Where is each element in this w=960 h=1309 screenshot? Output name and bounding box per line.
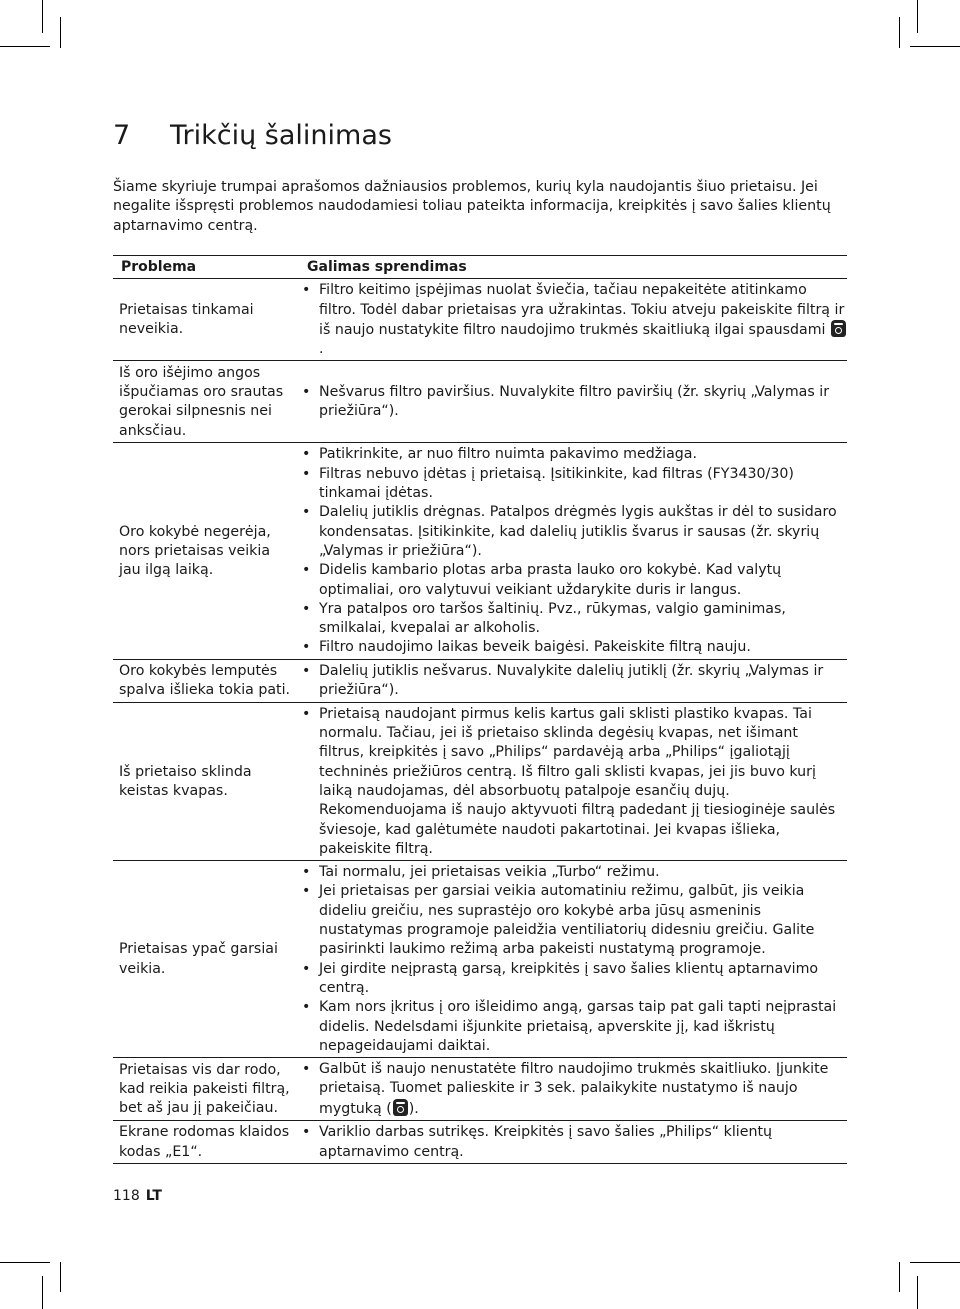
solution-cell [299,659,847,702]
chapter-title-text: Trikčių šalinimas [170,120,392,151]
solution-item: • Galbūt iš naujo nenustatėte filtro naudojimo trukmės skaitliuko. Įjunkite prietaisą. Tuomet palieskite ir 3 sek. palaikykite nustatymo iš naujo mygtuką ( ). [299,1060,847,1119]
reset-button-icon [831,320,846,337]
crop-mark [60,17,61,48]
solution-item: • Didelis kambario plotas arba prasta lauko oro kokybė. Kad valytų optimaliai, oro valytuvui veikiant uždarykite duris ir langus. [299,561,847,600]
crop-mark [917,0,918,33]
page-footer [113,1188,162,1204]
solution-item: • Dalelių jutiklis drėgnas. Patalpos drėgmės lygis aukštas ir dėl to susidaro kondensatas. Įsitikinkite, kad dalelių jutiklis švarus ir sausas (žr. skyrių „Valymas ir priežiūra“). [299,503,847,561]
table-row [113,279,847,361]
problem-cell: Prietaisas vis dar rodo, kad reikia pakeisti filtrą, bet aš jau jį pakeičiau. [113,1058,299,1121]
crop-mark [42,0,43,33]
solution-item: • Nešvarus filtro paviršius. Nuvalykite filtro paviršių (žr. skyrių „Valymas ir priežiūra“). [299,383,847,422]
solution-cell [299,361,847,443]
solution-item: • Tai normalu, jei prietaisas veikia „Turbo“ režimu. [299,863,847,882]
solution-item: • Variklio darbas sutrikęs. Kreipkitės į savo šalies „Philips“ klientų aptarnavimo centrą. [299,1123,847,1162]
problem-cell: Prietaisas ypač garsiai veikia. [113,861,299,1058]
crop-mark [0,46,50,47]
table-header-row [113,256,847,279]
table-row [113,443,847,659]
chapter-title [113,118,392,154]
table-row [113,861,847,1058]
solution-cell [299,443,847,659]
crop-mark [917,1276,918,1309]
header-solution: Galimas sprendimas [299,256,847,279]
problem-cell: Oro kokybė negerėja, nors prietaisas veikia jau ilgą laiką. [113,443,299,659]
table-row [113,1121,847,1164]
crop-mark [42,1276,43,1309]
crop-mark [910,46,960,47]
reset-button-icon [393,1099,408,1116]
solution-cell [299,861,847,1058]
solution-item: • Kam nors įkritus į oro išleidimo angą, garsas taip pat gali tapti neįprastai didelis. Nedelsdami išjunkite prietaisą, apverskite jį, kad iškristų nepageidaujami daiktai. [299,998,847,1056]
problem-cell: Iš oro išėjimo angos išpučiamas oro srautas gerokai silpnesnis nei anksčiau. [113,361,299,443]
solution-item: • Filtro keitimo įspėjimas nuolat šviečia, tačiau nepakeitėte atitinkamo filtro. Todėl dabar prietaisas yra užrakintas. Tokiu atveju pakeiskite filtrą ir iš naujo nustatykite filtro naudojimo trukmės skaitliuką ilgai spausdami . [299,281,847,359]
solution-cell [299,279,847,361]
solution-item: • Filtras nebuvo įdėtas į prietaisą. Įsitikinkite, kad filtras (FY3430/30) tinkamai įdėtas. [299,465,847,504]
problem-cell: Oro kokybės lemputės spalva išlieka tokia pati. [113,659,299,702]
table-row [113,702,847,860]
page-number: 118 [113,1188,140,1204]
crop-mark [899,1262,900,1292]
problem-cell: Prietaisas tinkamai neveikia. [113,279,299,361]
intro-paragraph: Šiame skyriuje trumpai aprašomos dažniausios problemos, kurių kyla naudojantis šiuo prietaisu. Jei negalite išspręsti problemos naudodamiesi toliau pateikta informacija, kreipkitės į savo šalies klientų aptarnavimo centrą. [113,179,831,234]
crop-mark [0,1262,50,1263]
crop-mark [910,1262,960,1263]
table-row [113,361,847,443]
solution-item: • Yra patalpos oro taršos šaltinių. Pvz., rūkymas, valgio gaminimas, smilkalai, kvepalai ar alkoholis. [299,600,847,639]
crop-mark [899,17,900,48]
solution-item: • Patikrinkite, ar nuo filtro nuimta pakavimo medžiaga. [299,445,847,464]
header-problem: Problema [113,256,299,279]
solution-cell [299,702,847,860]
table-row [113,1058,847,1121]
table-row [113,659,847,702]
solution-item: • Filtro naudojimo laikas beveik baigėsi. Pakeiskite filtrą nauju. [299,638,847,657]
solution-item: • Dalelių jutiklis nešvarus. Nuvalykite dalelių jutiklį (žr. skyrių „Valymas ir priežiūra“). [299,662,847,701]
problem-cell: Ekrane rodomas klaidos kodas „E1“. [113,1121,299,1164]
chapter-number: 7 [113,120,131,151]
troubleshooting-table [113,255,847,1164]
solution-item: • Jei prietaisas per garsiai veikia automatiniu režimu, galbūt, jis veikia dideliu greičiu, nes suprastėjo oro kokybė arba jūsų asmeninis nustatymas programoje paleidžia ventiliatorių didesniu greičiu. Galite pasirinkti laukimo režimą arba pakeisti nustatymą programoje. [299,882,847,959]
crop-mark [60,1262,61,1292]
problem-cell: Iš prietaiso sklinda keistas kvapas. [113,702,299,860]
solution-item: • Prietaisą naudojant pirmus kelis kartus gali sklisti plastiko kvapas. Tai normalu. Tačiau, jei iš prietaiso sklinda degėsių kvapas, net išimant filtrus, kreipkitės į savo „Philips“ pardavėją arba „Philips“ įgaliotąjį techninės priežiūros centrą. Iš filtro gali sklisti kvapas, jei jis buvo kurį laiką naudojamas, dėl absorbuotų patalpoje esančių dujų. Rekomenduojama iš naujo aktyvuoti filtrą padedant jį tiesioginėje saulės šviesoje, kad galėtumėte naudoti pakartotinai. Jei kvapas išlieka, pakeiskite filtrą. [299,705,847,859]
solution-item: • Jei girdite neįprastą garsą, kreipkitės į savo šalies klientų aptarnavimo centrą. [299,960,847,999]
solution-cell [299,1121,847,1164]
language-code: LT [145,1188,162,1204]
solution-cell [299,1058,847,1121]
